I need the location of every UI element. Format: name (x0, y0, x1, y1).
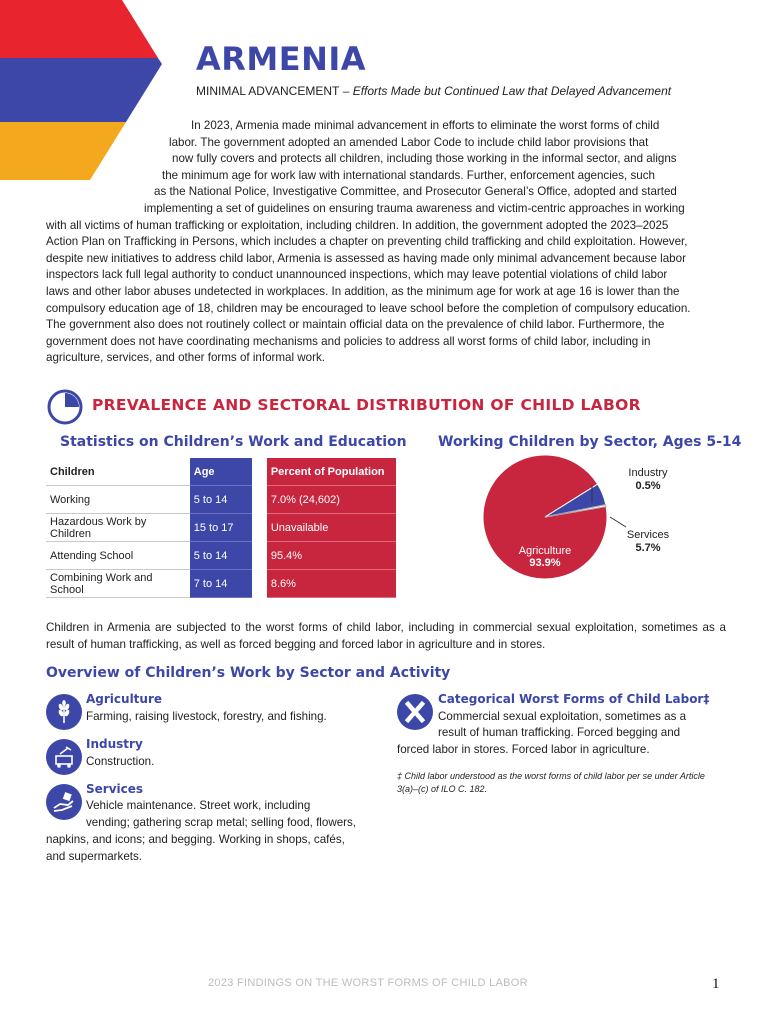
categorical-line: Commercial sexual exploitation, sometimes as a (438, 710, 687, 723)
vending-hand-icon (46, 784, 82, 820)
header-children: Children (46, 458, 190, 486)
industry-title: Industry (86, 737, 143, 751)
table-row (46, 486, 396, 514)
intro-line: The government also does not routinely collect or maintain official data on the prevalence of child labor. Furthermore, the (46, 318, 665, 332)
intro-line: as the National Police, Investigative Committee, and Prosecutor General’s Office, adopted and started (154, 185, 677, 199)
wheat-icon (46, 694, 82, 730)
intro-line: In 2023, Armenia made minimal advancement in efforts to eliminate the worst forms of child (191, 119, 660, 132)
header-percent: Percent of Population (267, 458, 396, 486)
header-age: Age (190, 458, 253, 486)
services-title: Services (86, 782, 144, 796)
row-percent: 95.4% (267, 542, 396, 570)
stats-table (46, 458, 396, 598)
intro-line: government does not have coordinating mechanisms and policies to address all worst forms of child labor, including in (46, 334, 651, 348)
intro-line: Action Plan on Trafficking in Persons, which includes a chapter on preventing child trafficking and child exploitation. However, (46, 235, 688, 249)
intro-line: the minimum age for work law with international standards. Further, enforcement agencies, such (162, 168, 655, 182)
services-line: napkins, and icons; and begging. Working in shops, cafés, (46, 833, 345, 846)
row-age: 5 to 14 (190, 486, 253, 514)
row-percent: 8.6% (267, 570, 396, 598)
intro-line: compulsory education age of 18, children may be encouraged to leave school before the completion of compulsory education. (46, 301, 691, 315)
services-line: Vehicle maintenance. Street work, including (86, 799, 311, 812)
section-title: PREVALENCE AND SECTORAL DISTRIBUTION OF CHILD LABOR (92, 396, 641, 414)
industry-label: Industry (628, 467, 668, 479)
intro-line: implementing a set of guidelines on ensuring trauma awareness and victim-centric approaches in working (144, 201, 685, 215)
row-gap (252, 486, 267, 514)
categorical-line: forced labor in stores. Forced labor in agriculture. (397, 743, 650, 756)
row-gap (252, 514, 267, 542)
overview-heading: Overview of Children’s Work by Sector and Activity (46, 665, 451, 681)
assessment-level: MINIMAL ADVANCEMENT (196, 84, 340, 98)
services-label: Services (626, 529, 670, 541)
row-percent: 7.0% (24,602) (267, 486, 396, 514)
sector-pie-chart (440, 455, 740, 595)
table-row (46, 514, 396, 542)
footnote (397, 770, 707, 796)
intro-line: now fully covers and protects all children, including those working in the informal sector, and aligns (172, 152, 677, 166)
table-header-row (46, 458, 396, 486)
categorical-line: result of human trafficking. Forced begging and (438, 726, 681, 739)
agriculture-label: Agriculture (518, 545, 572, 557)
row-label: Working (46, 486, 190, 514)
services-leader-line (610, 517, 626, 527)
intro-line: with all victims of human trafficking or exploitation, including children. In addition, the government adopted the 2023–2025 (46, 218, 669, 232)
row-age: 15 to 17 (190, 514, 253, 542)
footnote-line: ‡ Child labor understood as the worst forms of child labor per se under Article (397, 771, 705, 781)
country-title: ARMENIA (196, 40, 367, 78)
mine-cart-icon (46, 739, 82, 775)
intro-line: inspectors lack full legal authority to conduct unannounced inspections, which may leave potential violations of child labor (46, 268, 668, 282)
intro-line: agriculture, services, and other forms of informal work. (46, 351, 325, 365)
row-age: 5 to 14 (190, 542, 253, 570)
table-row (46, 542, 396, 570)
row-gap (252, 542, 267, 570)
services-line: vending; gathering scrap metal; selling food, flowers, (86, 816, 357, 829)
agriculture-title: Agriculture (86, 692, 163, 706)
row-gap (252, 570, 267, 598)
agriculture-text: Farming, raising livestock, forestry, and fishing. (86, 710, 327, 723)
assessment-line (196, 84, 671, 98)
industry-text: Construction. (86, 755, 155, 768)
row-label: Combining Work and School (46, 570, 190, 598)
row-percent: Unavailable (267, 514, 396, 542)
intro-line: despite new initiatives to address child labor, Armenia is assessed as having made only minimal advancement because labor (46, 251, 686, 265)
footer-text: 2023 FINDINGS ON THE WORST FORMS OF CHILD LABOR (208, 977, 528, 989)
intro-paragraph (46, 118, 718, 367)
industry-value: 0.5% (635, 480, 661, 492)
services-line: and supermarkets. (46, 850, 143, 863)
table-row (46, 570, 396, 598)
services-value: 5.7% (635, 542, 661, 554)
row-age: 7 to 14 (190, 570, 253, 598)
intro-line: laws and other labor abuses undetected in workplaces. In addition, as the minimum age for work at age 16 is lower than the (46, 284, 680, 298)
x-mark-icon (397, 694, 433, 730)
chart-title: Working Children by Sector, Ages 5-14 (438, 434, 742, 450)
categorical-title: Categorical Worst Forms of Child Labor‡ (438, 692, 710, 706)
page-number: 1 (712, 976, 720, 992)
prevalence-section-header (46, 388, 726, 428)
assessment-detail: – Efforts Made but Continued Law that Delayed Advancement (339, 84, 672, 98)
flag-red-stripe (0, 0, 158, 58)
footnote-line: 3(a)–(c) of ILO C. 182. (397, 784, 488, 794)
pie-chart-icon (46, 388, 84, 426)
flag-blue-stripe (0, 58, 162, 122)
summary-paragraph: Children in Armenia are subjected to the worst forms of child labor, including in commercial sexual exploitation, sometimes as a result of human trafficking, as well as forced begging and forced labor in agriculture and in stores. (46, 621, 726, 651)
stats-heading: Statistics on Children’s Work and Education (60, 434, 407, 450)
row-label: Attending School (46, 542, 190, 570)
row-label: Hazardous Work by Children (46, 514, 190, 542)
agriculture-value: 93.9% (529, 557, 561, 569)
header-gap (252, 458, 267, 486)
intro-line: labor. The government adopted an amended Labor Code to include child labor provisions that (169, 135, 649, 149)
